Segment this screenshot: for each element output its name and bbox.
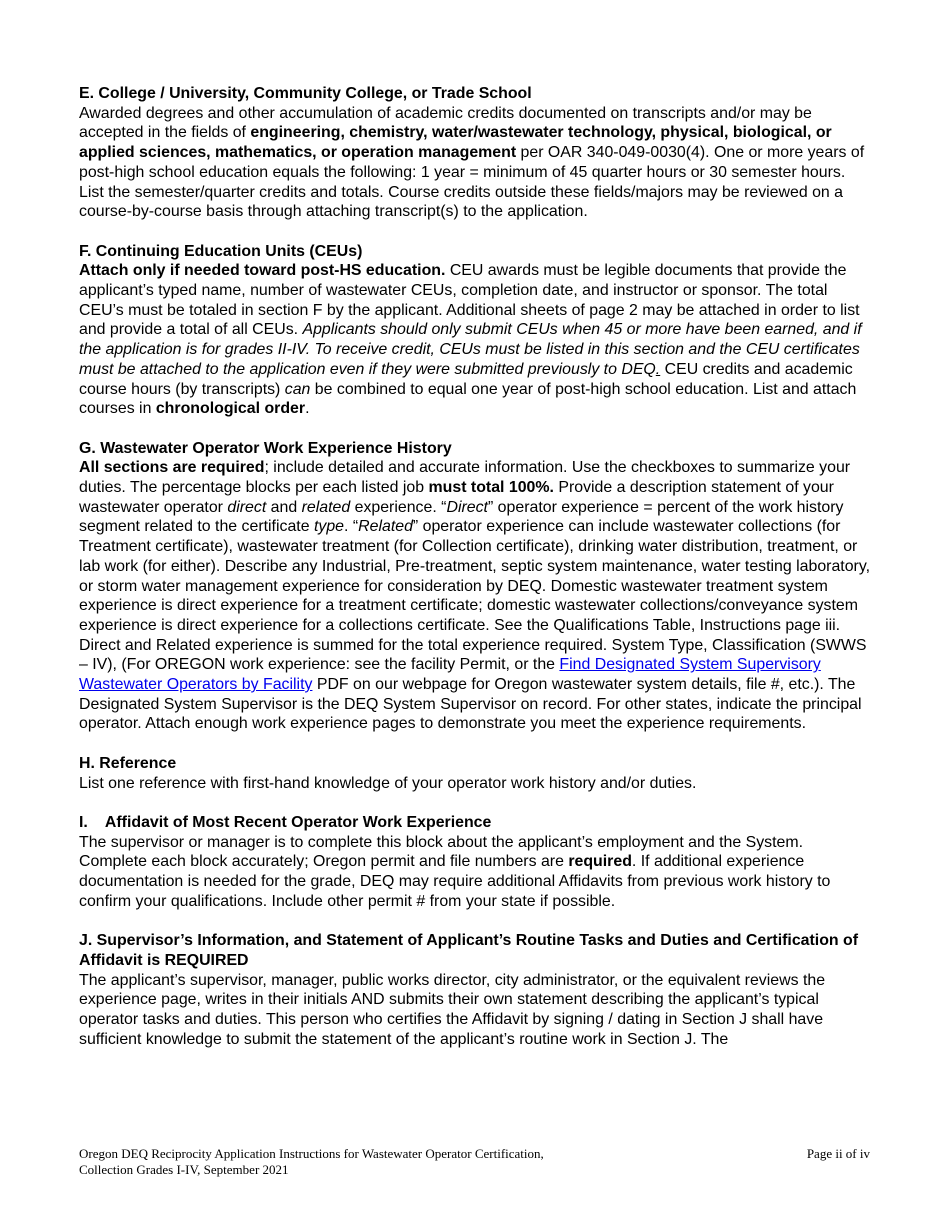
text-run: PDF on our webpage for Oregon wastewater system details, file #, etc.). The Designated System Supervisor is the DEQ System Supervisor on record. For other states, indicate the principal operator. Attach enough work experience pages to demonstrate you meet the experience requirements. <box>79 676 862 733</box>
section-h-text: List one reference with first-hand knowledge of your operator work history and/or duties. <box>79 774 697 792</box>
section-g-heading: G. Wastewater Operator Work Experience History <box>79 439 452 457</box>
italic-run: Direct <box>446 498 488 516</box>
section-e-heading: E. College / University, Community College, or Trade School <box>79 85 532 102</box>
italic-run: type <box>313 518 345 536</box>
text-run: ” operator experience = percent of the work history segment related to the certificate <box>79 498 844 536</box>
text-run: experience. “ <box>350 498 447 516</box>
section-j-text: The applicant’s supervisor, manager, public works director, city administrator, or the equivalent reviews the experience page, writes in their initials AND submits their own statement describing the applicant’s typical operator tasks and duties. This person who certifies the Affidavit by signing / dating in Section J shall have sufficient knowledge to submit the statement of the applicant’s routine work in Section J. The <box>79 971 826 1048</box>
section-e <box>79 84 872 222</box>
footer-document-title <box>79 1146 544 1178</box>
bold-run: chronological order <box>155 400 306 418</box>
italic-run: can <box>284 380 311 398</box>
section-f-text <box>79 261 872 419</box>
underline-run: . <box>655 360 661 378</box>
bold-run: engineering, chemistry, water/wastewater technology, physical, biological, or applied sciences, mathematics, or operation management <box>79 124 832 162</box>
section-i <box>79 813 872 912</box>
document-body <box>79 84 872 1069</box>
section-i-text <box>79 833 872 912</box>
bold-run: required <box>568 853 632 871</box>
footer-line-2: Collection Grades I-IV, September 2021 <box>79 1162 289 1177</box>
bold-run: must total 100%. <box>428 479 554 497</box>
footer-line-1: Oregon DEQ Reciprocity Application Instructions for Wastewater Operator Certification, <box>79 1146 544 1161</box>
text-run: . <box>305 400 310 418</box>
text-run: ” operator experience can include wastewater collections (for Treatment certificate), wastewater treatment (for Collection certificate), drinking water distribution, treatment, or lab work (for either). Describe any Industrial, Pre-treatment, septic system maintenance, water testing laboratory, or storm water management experience for consideration by DEQ. Domestic wastewater treatment system experience is direct experience for a treatment certificate; domestic wastewater collections/conveyance system experience is direct experience for a collections certificate. See the Qualifications Table, Instructions page iii. Direct and Related experience is summed for the total experience required. System Type, Classification (SWWS – IV), (For OREGON work experience: see the facility Permit, or the <box>79 518 871 674</box>
find-designated-supervisors-link[interactable]: Find Designated System Supervisory Wastewater Operators by Facility <box>79 656 821 694</box>
text-run: ; include detailed and accurate information. Use the checkboxes to summarize your duties. The percentage blocks per each listed job <box>79 459 851 497</box>
text-run: be combined to equal one year of post-high school education. List and attach courses in <box>79 380 857 418</box>
bold-run: All sections are required <box>79 459 265 477</box>
text-run: CEU awards must be legible documents that provide the applicant’s typed name, number of wastewater CEUs, completion date, and instructor or sponsor. The total CEU’s must be totaled in section F by the applicant. Additional sheets of page 2 may be attached in order to list and provide a total of all CEUs. <box>79 262 860 339</box>
section-j <box>79 931 872 1049</box>
section-f-heading: F. Continuing Education Units (CEUs) <box>79 242 363 260</box>
page-footer <box>79 1146 870 1178</box>
text-run: Awarded degrees and other accumulation of academic credits documented on transcripts and/or may be accepted in the fields of <box>79 104 812 142</box>
text-run: The supervisor or manager is to complete this block about the applicant’s employment and the System. Complete each block accurately; Oregon permit and file numbers are <box>79 833 803 871</box>
section-g <box>79 439 872 735</box>
text-run: CEU credits and academic course hours (by transcripts) <box>79 360 853 398</box>
italic-run: Applicants should only submit CEUs when 45 or more have been earned, and if the application is for grades II-IV. To receive credit, CEUs must be listed in this section and the CEU certificates must be attached to the application even if they were submitted previously to DEQ <box>79 321 862 378</box>
text-run: . “ <box>344 518 359 536</box>
bold-run: Attach only if needed toward post-HS education. <box>79 262 446 280</box>
text-run: per OAR 340-049-0030(4). One or more years of post-high school education equals the following: 1 year = minimum of 45 quarter hours or 30 semester hours. List the semester/quarter credits and totals. Course credits outside these fields/majors may be reviewed on a course-by-course basis through attaching transcript(s) to the application. <box>79 144 865 221</box>
italic-run: related <box>301 498 351 516</box>
text-run: Provide a description statement of your wastewater operator <box>79 479 834 516</box>
italic-run: direct <box>227 498 267 516</box>
section-i-heading: I. Affidavit of Most Recent Operator Work Experience <box>79 813 492 831</box>
section-f <box>79 242 872 419</box>
text-run: and <box>266 498 302 516</box>
section-j-heading: J. Supervisor’s Information, and Statement of Applicant’s Routine Tasks and Duties and Certification of Affidavit is REQUIRED <box>79 932 859 969</box>
section-e-text <box>79 104 872 222</box>
section-h-heading: H. Reference <box>79 754 177 772</box>
text-run: . If additional experience documentation is needed for the grade, DEQ may require additional Affidavits from previous work history to confirm your qualifications. Include other permit # from your state if possible. <box>79 853 831 910</box>
section-h <box>79 754 872 793</box>
italic-run: Related <box>358 518 413 536</box>
page-number: Page ii of iv <box>806 1146 870 1161</box>
section-g-text <box>79 458 872 734</box>
